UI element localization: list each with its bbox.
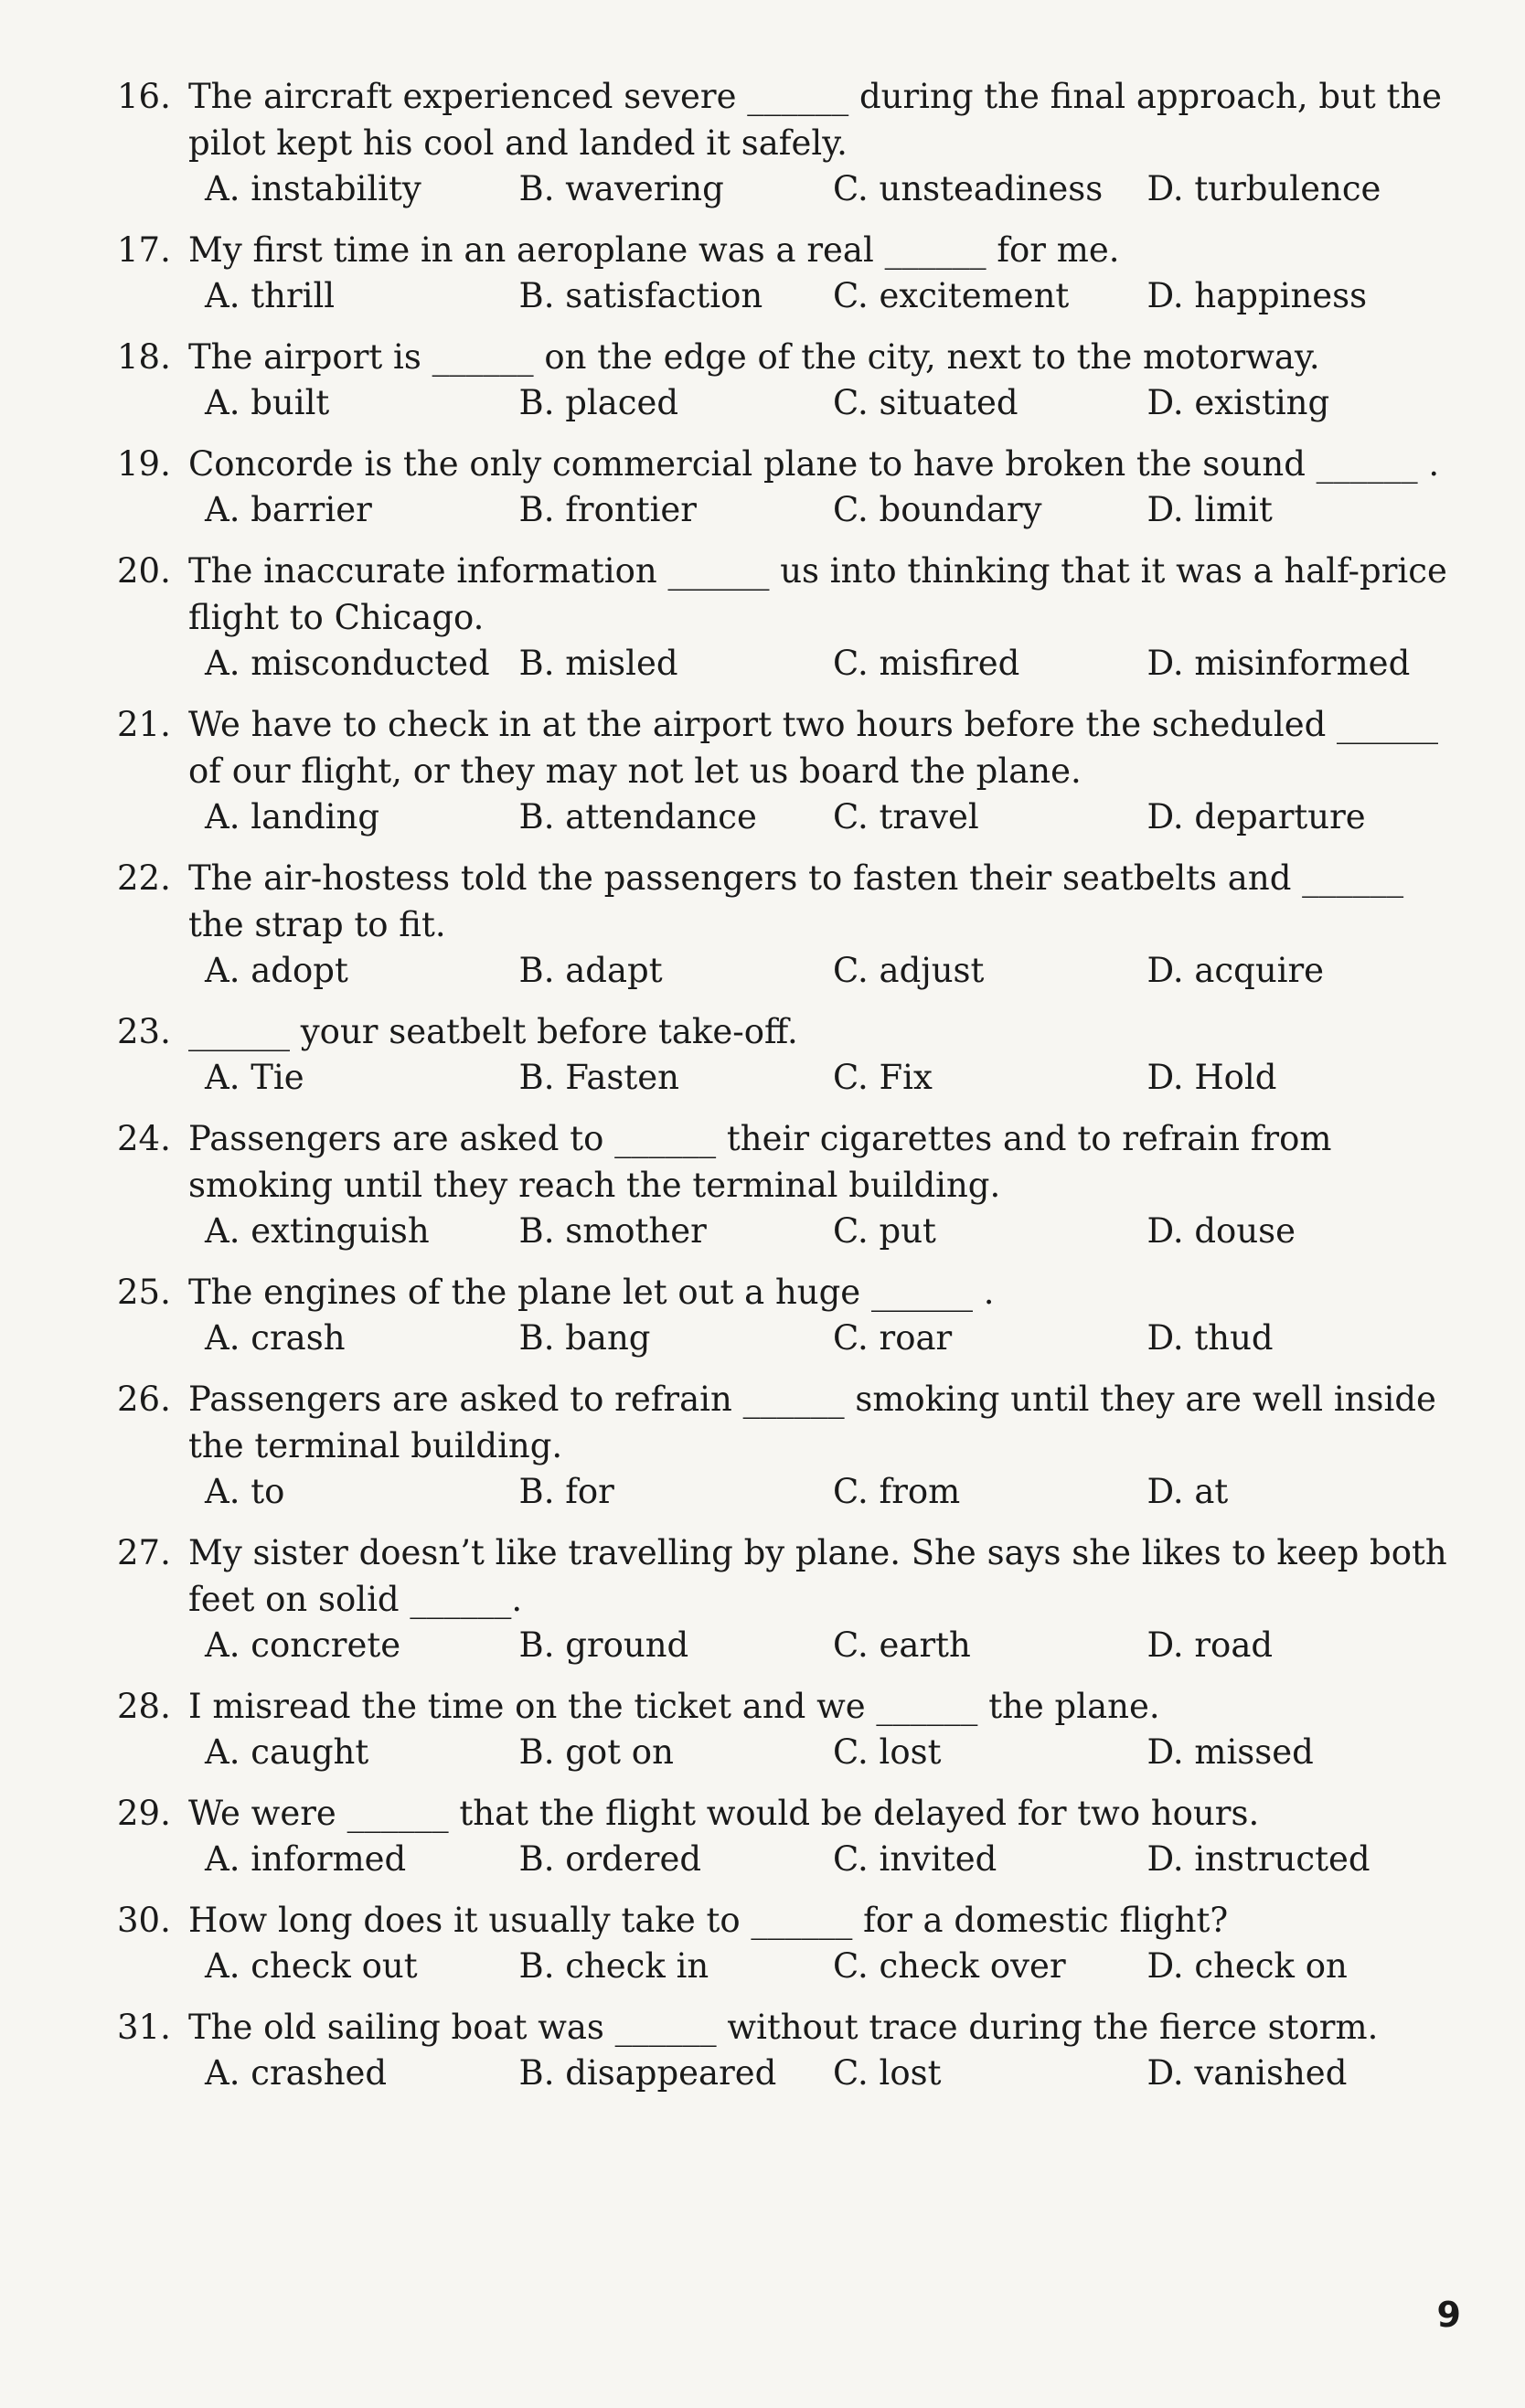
answer-option-d: D. turbulence <box>1146 169 1381 208</box>
answer-option-d: D. misinformed <box>1146 644 1411 683</box>
answer-options <box>117 2051 1461 2096</box>
answer-option-b: B. attendance <box>518 797 757 836</box>
question-number: 28. <box>117 1687 171 1726</box>
answer-option-c: C. put <box>833 1211 936 1251</box>
answer-option-b: B. wavering <box>518 169 724 208</box>
question-text: The airport is ______ on the edge of the city, next to the motorway. <box>188 337 1320 377</box>
question-stem <box>117 441 1461 487</box>
answer-option-c: C. lost <box>833 1732 942 1772</box>
answer-option-c: C. check over <box>833 1946 1066 1986</box>
answer-option-b: B. adapt <box>518 951 663 990</box>
question-text: My sister doesn’t like travelling by plane. She says she likes to keep both feet on solid ______. <box>188 1533 1447 1619</box>
answer-option-d: D. road <box>1146 1625 1274 1665</box>
question-text: ______ your seatbelt before take-off. <box>188 1012 798 1051</box>
question-29 <box>117 1790 1461 1882</box>
answer-option-b: B. ground <box>518 1625 689 1665</box>
question-17 <box>117 227 1461 319</box>
answer-option-c: C. earth <box>833 1625 971 1665</box>
answer-option-b: B. for <box>518 1472 614 1511</box>
answer-option-d: D. vanished <box>1146 2053 1348 2093</box>
question-stem <box>117 1115 1461 1209</box>
answer-option-b: B. check in <box>518 1946 709 1986</box>
answer-options <box>117 641 1461 687</box>
answer-options <box>117 1209 1461 1254</box>
answer-option-b: B. placed <box>518 383 679 422</box>
answer-option-c: C. travel <box>833 797 979 836</box>
question-number: 29. <box>117 1794 171 1833</box>
question-stem <box>117 1269 1461 1316</box>
answer-options <box>117 948 1461 994</box>
question-18 <box>117 334 1461 426</box>
question-number: 16. <box>117 77 171 116</box>
answer-option-b: B. smother <box>518 1211 707 1251</box>
question-text: Concorde is the only commercial plane to have broken the sound ______ . <box>188 444 1440 484</box>
answer-option-a: A. instability <box>205 169 421 208</box>
answer-option-a: A. concrete <box>205 1625 401 1665</box>
question-number: 31. <box>117 2008 171 2047</box>
question-number: 27. <box>117 1533 171 1572</box>
answer-options <box>117 1944 1461 1989</box>
answer-option-a: A. misconducted <box>205 644 490 683</box>
question-stem <box>117 1008 1461 1055</box>
answer-option-a: A. caught <box>205 1732 369 1772</box>
answer-option-a: A. landing <box>205 797 379 836</box>
question-text: Passengers are asked to ______ their cigarettes and to refrain from smoking until they reach the terminal building. <box>188 1119 1332 1205</box>
answer-option-d: D. at <box>1146 1472 1229 1511</box>
answer-option-c: C. invited <box>833 1839 997 1879</box>
question-text: The old sailing boat was ______ without trace during the fierce storm. <box>188 2008 1379 2047</box>
question-text: Passengers are asked to refrain ______ smoking until they are well inside the terminal building. <box>188 1380 1436 1465</box>
answer-option-a: A. barrier <box>205 490 372 529</box>
question-27 <box>117 1529 1461 1668</box>
question-text: We have to check in at the airport two hours before the scheduled ______ of our flight, or they may not let us board the plane. <box>188 705 1439 791</box>
question-text: The aircraft experienced severe ______ during the final approach, but the pilot kept his cool and landed it safely. <box>188 77 1443 163</box>
answer-option-c: C. excitement <box>833 276 1070 315</box>
question-stem <box>117 1529 1461 1623</box>
question-stem <box>117 227 1461 273</box>
answer-option-d: D. missed <box>1146 1732 1314 1772</box>
answer-option-b: B. misled <box>518 644 678 683</box>
question-number: 24. <box>117 1119 171 1158</box>
answer-options <box>117 273 1461 319</box>
answer-option-d: D. departure <box>1146 797 1366 836</box>
answer-option-a: A. adopt <box>205 951 348 990</box>
answer-option-c: C. unsteadiness <box>833 169 1104 208</box>
answer-option-a: A. extinguish <box>205 1211 430 1251</box>
answer-options <box>117 1730 1461 1775</box>
question-text: We were ______ that the flight would be delayed for two hours. <box>188 1794 1260 1833</box>
question-number: 26. <box>117 1380 171 1419</box>
answer-option-c: C. lost <box>833 2053 942 2093</box>
question-number: 18. <box>117 337 171 377</box>
question-stem <box>117 2004 1461 2051</box>
question-24 <box>117 1115 1461 1254</box>
question-number: 30. <box>117 1901 171 1940</box>
question-number: 25. <box>117 1273 171 1312</box>
answer-options <box>117 487 1461 533</box>
answer-options <box>117 794 1461 840</box>
question-22 <box>117 855 1461 994</box>
answer-option-b: B. satisfaction <box>518 276 763 315</box>
answer-option-a: A. built <box>205 383 330 422</box>
question-31 <box>117 2004 1461 2096</box>
question-number: 21. <box>117 705 171 744</box>
question-23 <box>117 1008 1461 1101</box>
answer-options <box>117 380 1461 426</box>
answer-option-d: D. existing <box>1146 383 1330 422</box>
question-text: How long does it usually take to ______ for a domestic flight? <box>188 1901 1229 1940</box>
answer-option-d: D. limit <box>1146 490 1273 529</box>
answer-option-b: B. got on <box>518 1732 674 1772</box>
question-stem <box>117 855 1461 948</box>
answer-option-a: A. crash <box>205 1318 346 1358</box>
question-stem <box>117 1897 1461 1944</box>
question-19 <box>117 441 1461 533</box>
question-number: 22. <box>117 858 171 898</box>
question-number: 17. <box>117 230 171 270</box>
question-stem <box>117 548 1461 641</box>
answer-option-a: A. thrill <box>205 276 336 315</box>
question-stem <box>117 334 1461 380</box>
question-28 <box>117 1683 1461 1775</box>
answer-option-b: B. disappeared <box>518 2053 777 2093</box>
answer-option-c: C. misfired <box>833 644 1020 683</box>
answer-option-c: C. boundary <box>833 490 1042 529</box>
answer-option-c: C. from <box>833 1472 961 1511</box>
answer-option-d: D. acquire <box>1146 951 1325 990</box>
answer-options <box>117 166 1461 212</box>
question-text: The air-hostess told the passengers to fasten their seatbelts and ______ the strap to fit. <box>188 858 1404 944</box>
question-stem <box>117 1790 1461 1837</box>
question-stem <box>117 73 1461 166</box>
answer-options <box>117 1316 1461 1361</box>
answer-option-a: A. Tie <box>205 1058 304 1097</box>
question-text: The inaccurate information ______ us into thinking that it was a half-price flight to Chicago. <box>188 551 1447 637</box>
question-25 <box>117 1269 1461 1361</box>
answer-options <box>117 1837 1461 1882</box>
question-stem <box>117 701 1461 794</box>
answer-options <box>117 1469 1461 1515</box>
answer-option-b: B. frontier <box>518 490 697 529</box>
answer-option-c: C. adjust <box>833 951 985 990</box>
answer-option-b: B. ordered <box>518 1839 702 1879</box>
answer-options <box>117 1055 1461 1101</box>
answer-option-a: A. informed <box>205 1839 407 1879</box>
answer-option-b: B. Fasten <box>518 1058 680 1097</box>
answer-option-c: C. situated <box>833 383 1018 422</box>
question-20 <box>117 548 1461 687</box>
answer-option-a: A. to <box>205 1472 285 1511</box>
question-stem <box>117 1683 1461 1730</box>
answer-option-c: C. Fix <box>833 1058 933 1097</box>
question-16 <box>117 73 1461 212</box>
answer-option-b: B. bang <box>518 1318 651 1358</box>
question-text: I misread the time on the ticket and we ______ the plane. <box>188 1687 1160 1726</box>
answer-option-d: D. thud <box>1146 1318 1274 1358</box>
question-30 <box>117 1897 1461 1989</box>
answer-options <box>117 1623 1461 1668</box>
answer-option-d: D. Hold <box>1146 1058 1277 1097</box>
answer-option-a: A. crashed <box>205 2053 388 2093</box>
question-number: 23. <box>117 1012 171 1051</box>
question-stem <box>117 1376 1461 1469</box>
question-number: 19. <box>117 444 171 484</box>
answer-option-d: D. happiness <box>1146 276 1368 315</box>
question-text: The engines of the plane let out a huge ______ . <box>188 1273 995 1312</box>
answer-option-a: A. check out <box>205 1946 418 1986</box>
answer-option-d: D. douse <box>1146 1211 1296 1251</box>
answer-option-d: D. check on <box>1146 1946 1348 1986</box>
question-text: My first time in an aeroplane was a real ______ for me. <box>188 230 1120 270</box>
answer-option-c: C. roar <box>833 1318 953 1358</box>
page-number: 9 <box>1436 2295 1461 2335</box>
question-list <box>117 73 1461 2111</box>
question-number: 20. <box>117 551 171 591</box>
question-26 <box>117 1376 1461 1515</box>
answer-option-d: D. instructed <box>1146 1839 1370 1879</box>
question-21 <box>117 701 1461 840</box>
